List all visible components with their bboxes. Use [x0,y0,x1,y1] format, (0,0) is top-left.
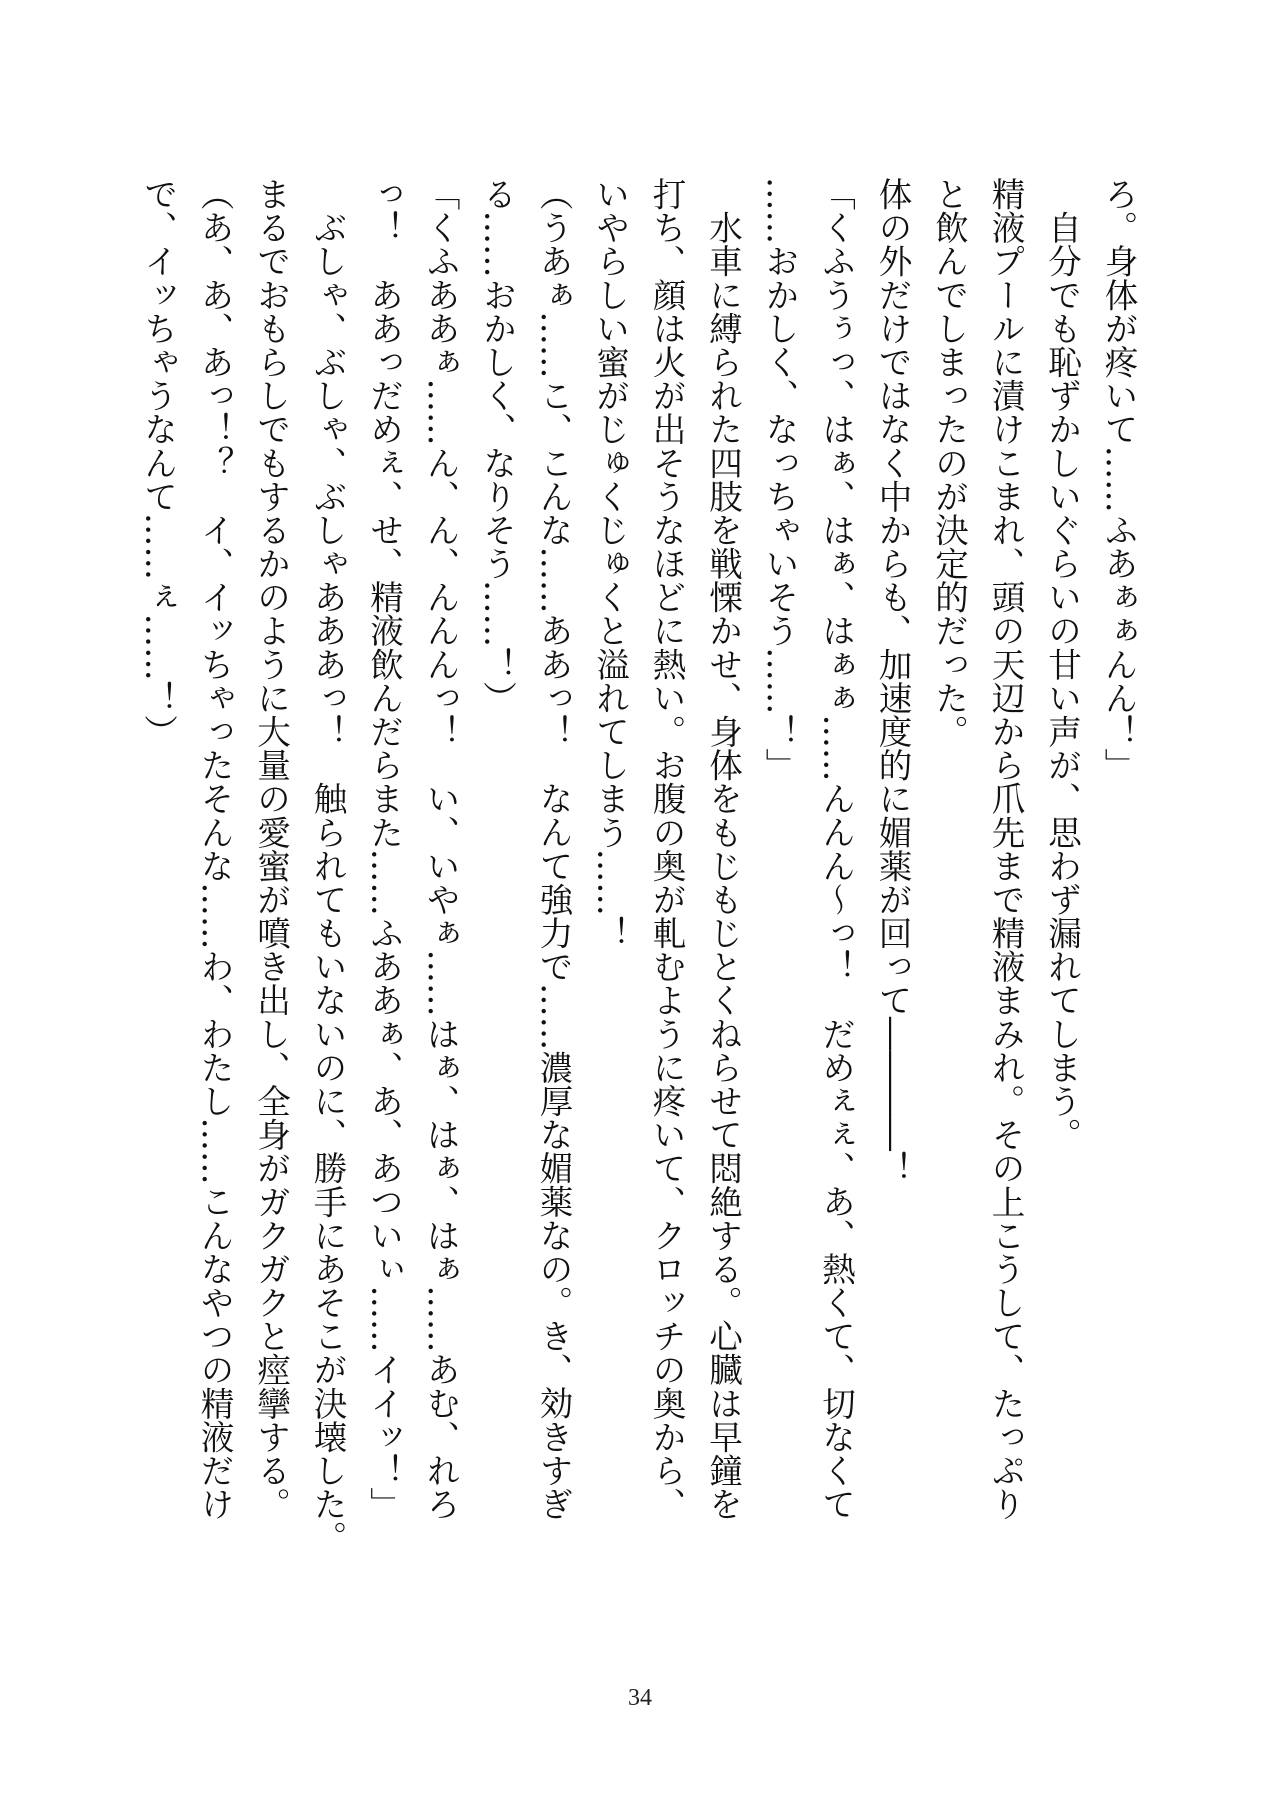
page-number: 34 [628,1685,652,1711]
text-line: る……おかしく、なりそう……！） [477,177,517,715]
text-line: 体の外だけではなく中からも、加速度的に媚薬が回って――――！ [873,177,912,1185]
text-line: ろ。身体が疼いて……ふあぁぁんん！」 [1099,177,1138,782]
text-line: いやらしい蜜がじゅくじゅくと溢れてしまう……！ [590,177,630,950]
text-line: 「くふうぅっ、はぁ、はぁ、はぁぁ……んんん～っ！ だめぇぇ、あ、熱くて、切なくて [816,177,856,1521]
text-line: 水車に縛られた四肢を戦慄かせ、身体をもじもじとくねらせて悶絶する。心臓は早鐘を [703,177,743,1521]
text-line: ……おかしく、なっちゃいそう……！」 [760,177,799,782]
text-line: で、イッちゃうなんて……ぇ……！） [138,177,178,748]
vertical-text-body [129,177,1146,1555]
text-line: （うあぁ……こ、こんな……ああっ！ なんて強力で……濃厚な媚薬なの。き、効きすぎ [534,177,573,1521]
text-line: 打ち、顔は火が出そうなほどに熱い。お腹の奥が軋むように疼いて、クロッチの奥から、 [647,177,686,1521]
text-line: 精液プールに漬けこまれ、頭の天辺から爪先まで精液まみれ。その上こうして、たっぷり [986,177,1025,1521]
text-line: （あ、あ、あっ！？ イ、イッちゃったそんな……わ、わたし……こんなやつの精液だけ [195,177,234,1521]
text-line: と飲んでしまったのが決定的だった。 [929,177,969,749]
text-line: 自分でも恥ずかしいぐらいの甘い声が、思わず漏れてしまう。 [1042,177,1082,1152]
text-line: ぶしゃ、ぶしゃ、ぶしゃあああっ！ 触られてもいないのに、勝手にあそこが決壊した。 [308,177,347,1555]
text-line: っ！ ああっだめぇ、せ、精液飲んだらまた……ふああぁ、あ、あついぃ……イイッ！」 [364,177,404,1521]
text-line: まるでおもらしでもするかのように大量の愛蜜が噴き出し、全身がガクガクと痙攣する。 [251,177,291,1521]
text-line: 「くふああぁ……ん、ん、んんんっ！ い、いやぁ……はぁ、はぁ、はぁ……あむ、れろ [421,177,460,1521]
